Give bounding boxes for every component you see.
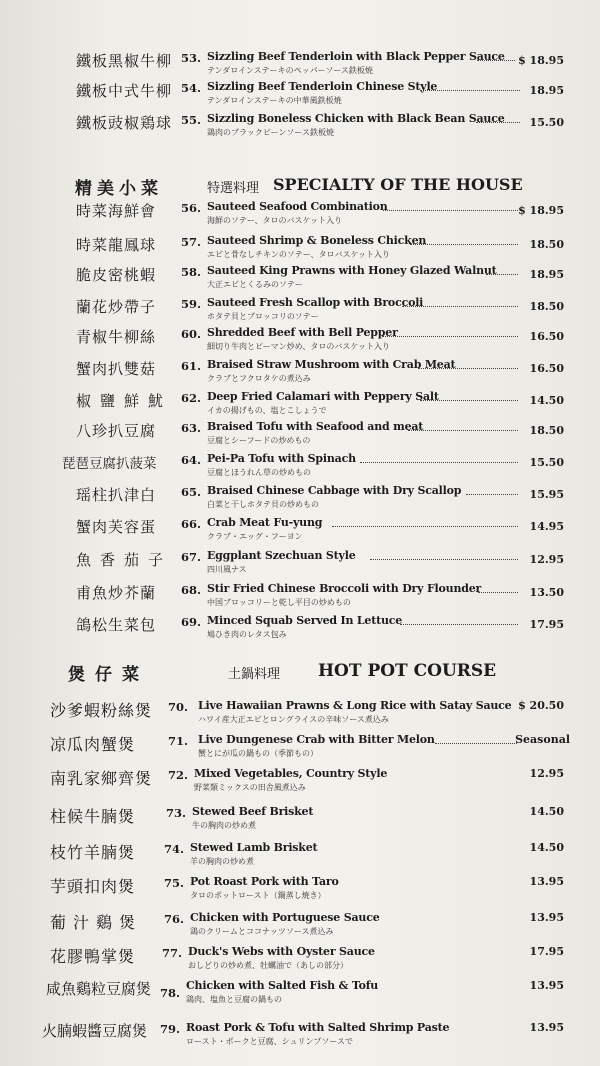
item-japanese-name: 中国ブロッコリーと乾し平目の炒めもの [207, 598, 351, 607]
item-chinese-name: 鴿松生菜包 [76, 616, 157, 634]
item-price: 13.95 [529, 911, 564, 924]
item-english-name: Shredded Beef with Bell Pepper [207, 326, 398, 339]
item-chinese-name: 蟹肉芙容蛋 [76, 518, 157, 536]
item-price: 17.95 [529, 945, 564, 958]
item-price: 13.95 [529, 1021, 564, 1034]
item-japanese-name: 四川風ナス [207, 565, 247, 574]
item-price: 14.50 [529, 841, 564, 854]
item-english-name: Sizzling Beef Tenderloin Chinese Style [207, 80, 438, 93]
item-number: 54. [181, 81, 202, 95]
item-number: 78. [160, 986, 181, 1000]
item-english-name: Braised Tofu with Seafood and meat [207, 420, 424, 433]
dot-leader [486, 274, 518, 275]
section-title-english: HOT POT COURSE [318, 661, 497, 681]
menu-item [0, 868, 600, 908]
item-chinese-name: 葡汁鷄煲 [50, 913, 143, 932]
menu-item [0, 1014, 600, 1054]
item-english-name: Minced Squab Served In Lettuce [207, 614, 403, 627]
item-english-name: Roast Pork & Tofu with Salted Shrimp Paste [186, 1021, 450, 1034]
item-number: 65. [181, 485, 202, 499]
item-chinese-name: 時菜海鮮會 [76, 202, 157, 220]
item-price: 15.50 [529, 116, 564, 129]
item-english-name: Crab Meat Fu-yung [207, 516, 323, 529]
item-number: 64. [181, 453, 202, 467]
item-japanese-name: 豆腐とほうれん草の炒めもの [207, 468, 311, 477]
dot-leader [435, 743, 517, 744]
item-chinese-name: 鐵板中式牛柳 [76, 82, 173, 100]
item-japanese-name: 大正エビとくるみのソテー [207, 280, 303, 289]
item-number: 73. [166, 806, 187, 820]
item-chinese-name: 沙爹蝦粉絲煲 [50, 701, 153, 720]
item-english-name: Sizzling Beef Tenderloin with Black Pepper Sauce [207, 50, 505, 63]
item-price: 18.50 [529, 238, 564, 251]
item-price: Seasonal [515, 733, 570, 746]
section-title-japanese: 土鍋料理 [228, 667, 281, 682]
item-chinese-name: 火腩蝦醬豆腐煲 [42, 1022, 148, 1040]
item-chinese-name: 南乳家鄉齊煲 [50, 769, 153, 788]
item-price: 13.95 [529, 875, 564, 888]
item-english-name: Braised Chinese Cabbage with Dry Scallop [207, 484, 462, 497]
item-english-name: Deep Fried Calamari with Peppery Salt [207, 390, 439, 403]
item-chinese-name: 蘭花炒帶子 [76, 298, 157, 316]
dot-leader [478, 592, 518, 593]
item-english-name: Mixed Vegetables, Country Style [194, 767, 388, 780]
section-title-chinese: 精美小菜 [75, 179, 163, 199]
item-japanese-name: 鳩ひき肉のレタス包み [207, 630, 287, 639]
item-number: 55. [181, 113, 202, 127]
menu-item [0, 760, 600, 800]
section-header-hotpot [0, 660, 600, 690]
dot-leader [400, 624, 518, 625]
item-chinese-name: 八珍扒豆腐 [76, 422, 157, 440]
item-price: 15.95 [529, 488, 564, 501]
item-number: 68. [181, 583, 202, 597]
item-number: 69. [181, 615, 202, 629]
dot-leader [402, 306, 518, 307]
item-japanese-name: テンダロインステーキの中華風鉄板焼 [207, 96, 342, 105]
item-english-name: Live Dungenese Crab with Bitter Melon [198, 733, 435, 746]
section-title-japanese: 特選料理 [207, 181, 260, 196]
item-chinese-name: 凉瓜肉蟹煲 [50, 735, 136, 754]
item-english-name: Chicken with Salted Fish & Tofu [186, 979, 379, 992]
item-number: 70. [168, 700, 189, 714]
item-japanese-name: エビと骨なしチキンのソテー、タロバスケット入り [207, 250, 391, 259]
item-chinese-name: 椒鹽鮮魷 [76, 392, 173, 410]
item-japanese-name: 羊の胸肉の炒め煮 [190, 857, 254, 866]
item-price: 18.50 [529, 300, 564, 313]
dot-leader [360, 462, 518, 463]
item-japanese-name: ロースト・ポークと豆腐、シュリンプソースで [186, 1037, 354, 1046]
menu-item [0, 798, 600, 838]
section-title-english: SPECIALTY OF THE HOUSE [273, 175, 523, 194]
item-english-name: Duck's Webs with Oyster Sauce [188, 945, 375, 958]
item-price: 14.50 [529, 805, 564, 818]
item-chinese-name: 時菜龍鳳球 [76, 236, 157, 254]
item-number: 61. [181, 359, 202, 373]
item-chinese-name: 花膠鴨掌煲 [50, 947, 136, 966]
menu-item [0, 614, 600, 654]
item-japanese-name: 鶏肉、塩魚と豆腐の鍋もの [186, 995, 282, 1004]
item-chinese-name: 脆皮密桃蝦 [76, 266, 157, 284]
item-english-name: Sauteed King Prawns with Honey Glazed Walnut [207, 264, 497, 277]
item-japanese-name: 鶏のクリームとココナッツソース煮込み [190, 927, 334, 936]
item-price: 18.95 [529, 268, 564, 281]
item-number: 53. [181, 51, 202, 65]
item-price: 16.50 [529, 330, 564, 343]
item-number: 58. [181, 265, 202, 279]
item-english-name: Sauteed Seafood Combination [207, 200, 388, 213]
item-price: 18.50 [529, 424, 564, 437]
item-english-name: Pot Roast Pork with Taro [190, 875, 339, 888]
item-number: 67. [181, 550, 202, 564]
item-chinese-name: 枝竹羊腩煲 [50, 843, 136, 862]
item-english-name: Sauteed Fresh Scallop with Broccoli [207, 296, 424, 309]
item-english-name: Braised Straw Mushroom with Crab Meat [207, 358, 456, 371]
item-chinese-name: 青椒牛柳絲 [76, 328, 157, 346]
item-english-name: Stewed Beef Brisket [192, 805, 314, 818]
section-title-chinese: 煲仔菜 [68, 665, 149, 685]
item-english-name: Pei-Pa Tofu with Spinach [207, 452, 356, 465]
menu-item [0, 112, 600, 152]
dot-leader [418, 368, 518, 369]
item-chinese-name: 甫魚炒芥蘭 [76, 584, 157, 602]
dot-leader [370, 559, 518, 560]
dot-leader [420, 90, 520, 91]
item-japanese-name: 牛の胸肉の炒め煮 [192, 821, 256, 830]
item-number: 59. [181, 297, 202, 311]
item-japanese-name: ハワイ産大正エビとロングライスの辛味ソース煮込み [198, 715, 389, 724]
item-japanese-name: 蟹とにが瓜の鍋もの（季節もの） [198, 749, 318, 758]
item-japanese-name: イカの揚げもの、塩とこしょうで [207, 406, 327, 415]
item-japanese-name: 豆腐とシーフードの炒めもの [207, 436, 311, 445]
item-number: 75. [164, 876, 185, 890]
item-price: 16.50 [529, 362, 564, 375]
item-price: 13.50 [529, 586, 564, 599]
item-number: 63. [181, 421, 202, 435]
item-number: 71. [168, 734, 189, 748]
item-price: 12.95 [529, 767, 564, 780]
item-number: 62. [181, 391, 202, 405]
item-chinese-name: 咸魚鷄粒豆腐煲 [46, 980, 152, 998]
item-chinese-name: 鐵板黑椒牛柳 [76, 52, 173, 70]
item-japanese-name: クラブとフクロタケの煮込み [207, 374, 311, 383]
item-english-name: Stewed Lamb Brisket [190, 841, 318, 854]
item-number: 79. [160, 1022, 181, 1036]
menu-item [0, 972, 600, 1012]
item-chinese-name: 蟹肉扒雙菇 [76, 360, 157, 378]
item-japanese-name: 鶏肉のブラックビーンソース鉄板焼 [207, 128, 334, 137]
item-japanese-name: テンダロインステーキのペッパーソース鉄板焼 [207, 66, 373, 75]
item-japanese-name: 細切り牛肉とピーマン炒め、タロのバスケット入り [207, 342, 390, 351]
item-chinese-name: 芋頭扣肉煲 [50, 877, 136, 896]
item-price: 14.95 [529, 520, 564, 533]
item-price: 17.95 [529, 618, 564, 631]
dot-leader [477, 60, 515, 61]
dot-leader [408, 430, 518, 431]
dot-leader [410, 244, 518, 245]
item-chinese-name: 鐵板豉椒鶏球 [76, 114, 173, 132]
item-price: $ 18.95 [518, 54, 564, 67]
item-number: 72. [168, 768, 189, 782]
dot-leader [332, 526, 518, 527]
item-japanese-name: 白菜と干しホタテ貝の炒めもの [207, 500, 319, 509]
item-number: 66. [181, 517, 202, 531]
item-japanese-name: おしどりの炒め煮、牡蠣油で（あしの部分） [188, 961, 348, 970]
item-price: 13.95 [529, 979, 564, 992]
item-price: 14.50 [529, 394, 564, 407]
item-english-name: Live Hawaiian Prawns & Long Rice with Satay Sauce [198, 699, 512, 712]
dot-leader [466, 494, 518, 495]
item-english-name: Sauteed Shrimp & Boneless Chicken [207, 234, 427, 247]
item-english-name: Eggplant Szechuan Style [207, 549, 356, 562]
item-number: 60. [181, 327, 202, 341]
dot-leader [476, 122, 520, 123]
item-chinese-name: 魚香茄子 [76, 551, 173, 569]
item-japanese-name: クラブ・エッグ・フーヨン [207, 532, 303, 541]
item-japanese-name: 野菜類ミックスの田舎風煮込み [194, 783, 306, 792]
item-number: 77. [162, 946, 183, 960]
dot-leader [383, 210, 518, 211]
item-english-name: Sizzling Boneless Chicken with Black Bean Sauce [207, 112, 505, 125]
item-price: $ 18.95 [518, 204, 564, 217]
item-japanese-name: ホタテ貝とブロッコリのソテー [207, 312, 319, 321]
item-price: 18.95 [529, 84, 564, 97]
item-english-name: Stir Fried Chinese Broccoli with Dry Flounder [207, 582, 482, 595]
item-chinese-name: 柱候牛腩煲 [50, 807, 136, 826]
item-number: 56. [181, 201, 202, 215]
item-number: 57. [181, 235, 202, 249]
item-japanese-name: 海鮮のソテー、タロのバスケット入り [207, 216, 343, 225]
dot-leader [420, 400, 518, 401]
item-price: 15.50 [529, 456, 564, 469]
item-number: 76. [164, 912, 185, 926]
item-number: 74. [164, 842, 185, 856]
dot-leader [382, 336, 518, 337]
item-price: $ 20.50 [518, 699, 564, 712]
item-chinese-name: 瑶柱扒津白 [76, 486, 157, 504]
item-chinese-name: 琵琶豆腐扒菠菜 [62, 456, 157, 472]
item-english-name: Chicken with Portuguese Sauce [190, 911, 380, 924]
item-price: 12.95 [529, 553, 564, 566]
item-japanese-name: タロのポットロースト（鍋蒸し焼き） [190, 891, 326, 900]
